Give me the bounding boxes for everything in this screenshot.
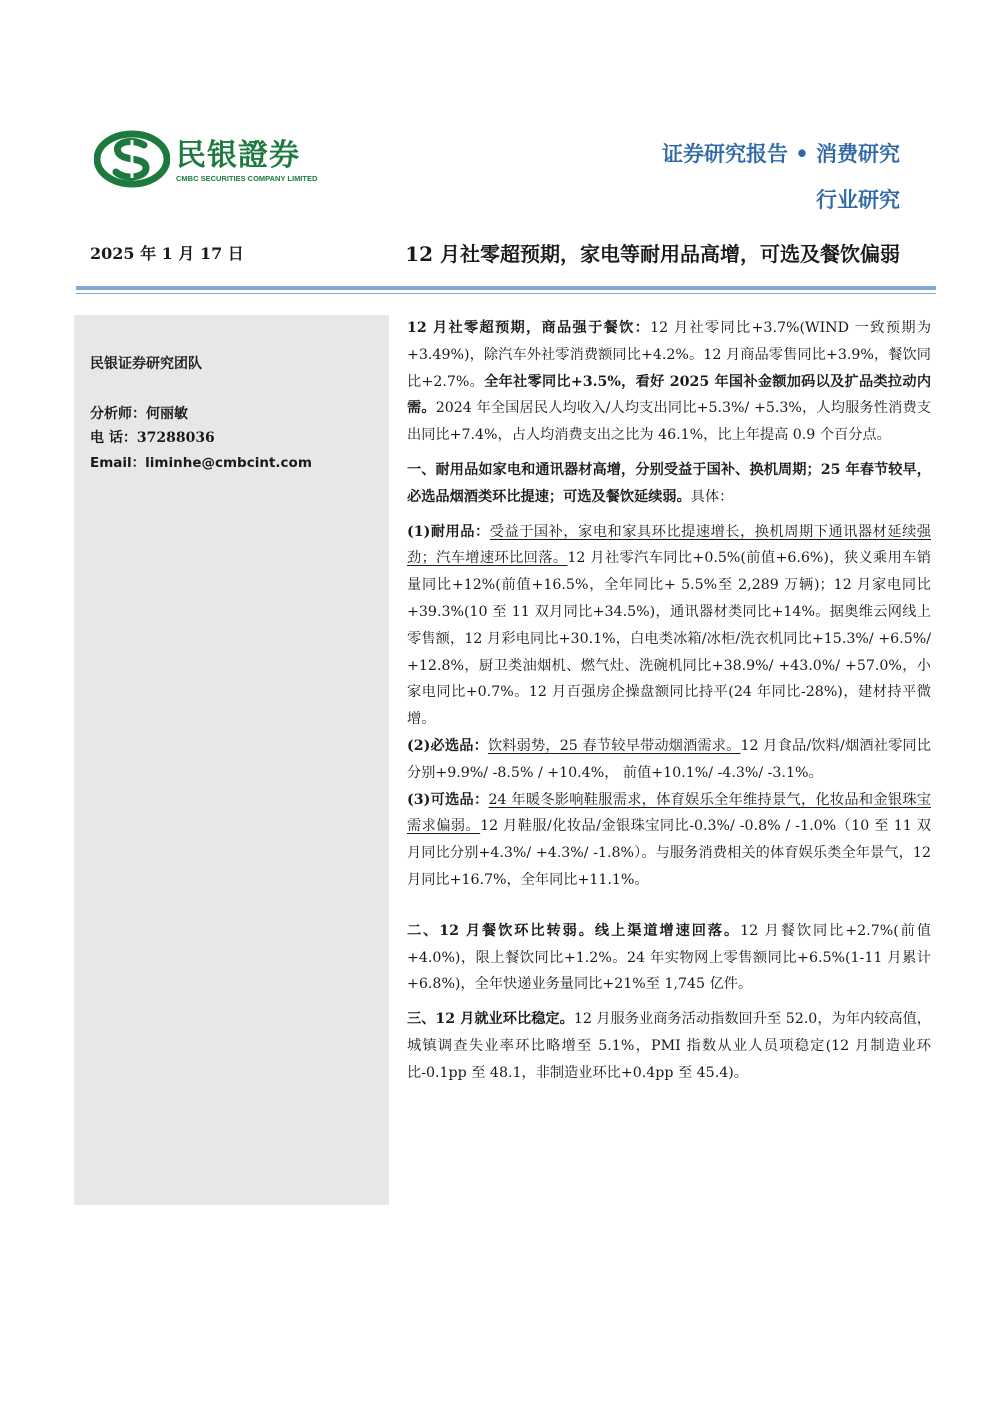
discretionary-paragraph (407, 787, 931, 894)
logo-english-name: CMBC SECURITIES COMPANY LIMITED (176, 174, 318, 183)
section-one-heading (407, 457, 931, 511)
staples-lead: (2)必选品： (407, 737, 488, 754)
summary-text: 12 月社零同比+3.7%(WIND 一致预期为+3.49%)，除汽车外社零消费额同比+4.2%。12 月商品零售同比+3.9%，餐饮同比+2.7%。 (407, 320, 932, 390)
summary-highlight: 全年社零同比+3.5%，看好 2025 年国补金额加码以及扩品类拉动内需。 (407, 373, 932, 417)
section-one-text: 具体： (690, 488, 734, 505)
discretionary-text: 12 月鞋服/化妆品/金银珠宝同比-0.3%/ -0.8% / -1.0%（10 至 11 双月同比分别+4.3%/ +4.3%/ -1.8%）。与服务消费相关的体育娱乐类全年景气，12 月同比+16.7%，全年同比+11.1%。 (407, 818, 931, 888)
summary-lead: 12 月社零超预期，商品强于餐饮： (407, 320, 651, 336)
staples-paragraph (407, 733, 931, 787)
analyst-email: Email：liminhe@cmbcint.com (90, 455, 312, 471)
report-subtype: 行业研究 (816, 187, 900, 212)
catering-lead: 二、12 月餐饮环比转弱。线上渠道增速回落。 (407, 922, 741, 939)
analyst-sidebar (74, 315, 389, 1205)
report-type: 证券研究报告 • 消费研究 (661, 141, 900, 166)
durables-underlined: 受益于国补，家电和家具环比提速增长，换机周期下通讯器材延续强劲；汽车增速环比回落。 (407, 523, 931, 567)
summary-paragraph (407, 315, 931, 449)
catering-text: 12 月餐饮同比+2.7%(前值+4.0%)，限上餐饮同比+1.2%。24 年实物网上零售额同比+6.5%(1-11 月累计+6.8%)，全年快递业务量同比+21%至 1,745 亿件。 (407, 922, 931, 993)
research-team: 民银证券研究团队 (90, 356, 202, 372)
catering-paragraph (407, 918, 931, 998)
durables-text: 12 月社零汽车同比+0.5%(前值+6.6%)，狭义乘用车销量同比+12%(前值+16.5%，全年同比+ 5.5%至 2,289 万辆)；12 月家电同比+39.3%(10 至 11 双月同比+34.5%)，通讯器材类同比+14%。据奥维云网线上零售额，12 月彩电同比+30.1%，白电类冰箱/冰柜/洗衣机同比+15.3%/ +6.5%/ +12.8%，厨卫类油烟机、燃气灶、洗碗机同比+38.9%/ +43.0%/ +57.0%，小家电同比+0.7%。12 月百强房企操盘额同比持平(24 年同比-28%)，建材持平微增。 (407, 550, 931, 728)
report-date: 2025 年 1 月 17 日 (90, 244, 244, 263)
employment-lead: 三、12 月就业环比稳定。 (407, 1011, 574, 1028)
discretionary-underlined: 24 年暖冬影响鞋服需求，体育娱乐全年维持景气，化妆品和金银珠宝需求偏弱。 (407, 791, 931, 835)
analyst-name: 分析师：何丽敏 (90, 406, 188, 422)
employment-paragraph (407, 1006, 931, 1086)
analyst-phone: 电 话：37288036 (90, 430, 215, 446)
employment-text: 12 月服务业商务活动指数回升至 52.0，为年内较高值，城镇调查失业率环比略增至 5.1%，PMI 指数从业人员项稳定(12 月制造业环比-0.1pp 至 48.1，非制造业环比+0.4pp 至 45.4)。 (407, 1011, 931, 1081)
logo-chinese-name: 民银證券 (176, 138, 300, 173)
section-one-lead: 一、耐用品如家电和通讯器材高增，分别受益于国补、换机周期；25 年春节较早，必选品烟酒类环比提速；可选及餐饮延续弱。 (407, 461, 931, 505)
staples-text: 12 月食品/饮料/烟酒社零同比分别+9.9%/ -8.5% / +10.4%， 前值+10.1%/ -4.3%/ -3.1%。 (407, 737, 931, 781)
report-title: 12 月社零超预期，家电等耐用品高增，可选及餐饮偏弱 (405, 242, 900, 266)
staples-underlined: 饮料弱势，25 春节较早带动烟酒需求。 (487, 737, 741, 754)
header-divider-thin (76, 293, 936, 294)
durables-lead: (1)耐用品： (407, 523, 490, 540)
company-logo (94, 130, 344, 188)
discretionary-lead: (3)可选品： (407, 791, 489, 808)
summary-text-2: 2024 年全国居民人均收入/人均支出同比+5.3%/ +5.3%，人均服务性消费支出同比+7.4%，占人均消费支出之比为 46.1%，比上年提高 0.9 个百分点。 (407, 400, 931, 444)
report-body (407, 315, 931, 1087)
header-divider-thick (76, 286, 936, 290)
logo-emblem-icon (94, 130, 170, 188)
durables-paragraph (407, 519, 931, 733)
